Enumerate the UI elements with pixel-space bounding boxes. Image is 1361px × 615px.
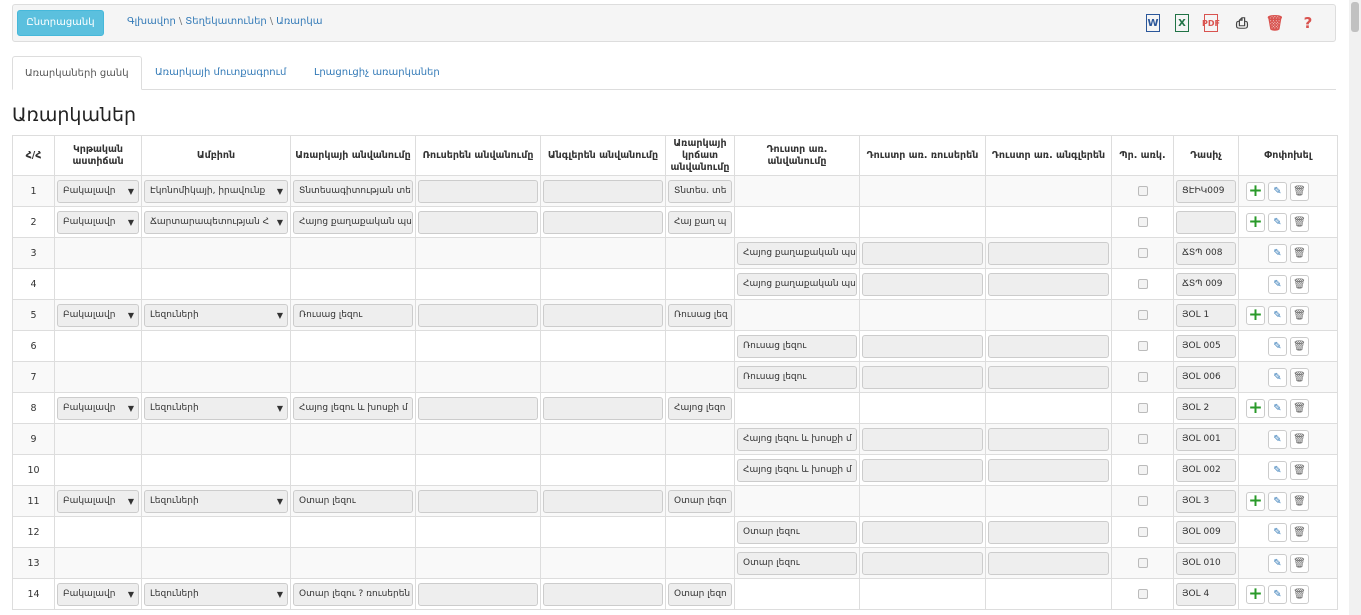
table-row	[13, 238, 1338, 269]
table-row	[13, 548, 1338, 579]
row-actions	[1239, 430, 1337, 449]
short-name-field[interactable]: Տնտես. տե	[668, 180, 732, 203]
add-child-icon[interactable]: +	[1246, 585, 1265, 604]
add-child-icon[interactable]: +	[1246, 182, 1265, 201]
column-header: Դասիչ	[1174, 136, 1239, 176]
table-row	[13, 331, 1338, 362]
practical-checkbox[interactable]	[1138, 589, 1148, 599]
row-number: 12	[13, 517, 55, 548]
row-actions	[1239, 213, 1337, 232]
row-number: 13	[13, 548, 55, 579]
code-field[interactable]: ՅOL 005	[1176, 335, 1236, 358]
row-actions	[1239, 182, 1337, 201]
tab-bar	[12, 56, 1336, 90]
chair-select[interactable]: Լեզուների ▼	[144, 304, 288, 327]
table-row	[13, 424, 1338, 455]
english-name-field[interactable]	[543, 211, 663, 234]
table-row	[13, 455, 1338, 486]
column-header: Առարկայի կրճատ անվանումը	[666, 136, 735, 176]
row-number: 2	[13, 207, 55, 238]
word-icon[interactable]: W	[1146, 14, 1160, 32]
delete-icon[interactable]: 🗑	[1290, 461, 1309, 480]
child-name-field[interactable]: Հայոց քաղաքական պս	[737, 273, 857, 296]
russian-name-field[interactable]	[418, 490, 538, 513]
add-child-icon[interactable]: +	[1246, 492, 1265, 511]
row-actions	[1239, 554, 1337, 573]
child-russian-field[interactable]	[862, 242, 983, 265]
code-field[interactable]: ՅOL 1	[1176, 304, 1236, 327]
child-english-field[interactable]	[988, 521, 1109, 544]
code-field[interactable]: ՅOL 4	[1176, 583, 1236, 606]
child-name-field[interactable]: Հայոց լեզու և խոսքի մ	[737, 428, 857, 451]
scrollbar-thumb[interactable]	[1351, 2, 1359, 32]
add-child-icon[interactable]: +	[1246, 399, 1265, 418]
child-english-field[interactable]	[988, 242, 1109, 265]
row-actions	[1239, 523, 1337, 542]
code-field[interactable]: ՃՏՊ 009	[1176, 273, 1236, 296]
code-field[interactable]: ՅOL 001	[1176, 428, 1236, 451]
delete-icon[interactable]: 🗑	[1290, 337, 1309, 356]
tab-additional-subjects[interactable]: Լրացուցիչ առարկաներ	[314, 67, 440, 78]
table-row	[13, 486, 1338, 517]
practical-checkbox[interactable]	[1138, 496, 1148, 506]
child-russian-field[interactable]	[862, 552, 983, 575]
child-russian-field[interactable]	[862, 459, 983, 482]
practical-checkbox[interactable]	[1138, 341, 1148, 351]
tab-subject-list[interactable]: Առարկաների ցանկ	[12, 56, 142, 90]
subject-name-field[interactable]: Օտար լեզու ? ռուսերեն	[293, 583, 413, 606]
column-header: Դուստր առ. անվանումը	[735, 136, 860, 176]
child-english-field[interactable]	[988, 366, 1109, 389]
table-header	[13, 136, 1338, 176]
level-select[interactable]: Բակալավր ▼	[57, 304, 139, 327]
delete-icon[interactable]: 🗑	[1290, 182, 1309, 201]
edit-icon[interactable]: ✎	[1268, 244, 1287, 263]
practical-checkbox[interactable]	[1138, 310, 1148, 320]
breadcrumb-subject[interactable]: Առարկա	[276, 16, 323, 27]
delete-icon[interactable]: 🗑	[1290, 306, 1309, 325]
edit-icon[interactable]: ✎	[1268, 585, 1287, 604]
page-title: Առարկաներ	[12, 104, 137, 126]
short-name-field[interactable]: Հայ քաղ պ	[668, 211, 732, 234]
practical-checkbox[interactable]	[1138, 248, 1148, 258]
child-name-field[interactable]: Օտար լեզու	[737, 521, 857, 544]
child-english-field[interactable]	[988, 428, 1109, 451]
code-field[interactable]: ՃՏՊ 008	[1176, 242, 1236, 265]
pdf-icon[interactable]: PDF	[1204, 14, 1218, 32]
child-russian-field[interactable]	[862, 335, 983, 358]
help-icon[interactable]: ?	[1303, 14, 1313, 32]
subject-name-field[interactable]: Օտար լեզու	[293, 490, 413, 513]
add-child-icon[interactable]: +	[1246, 306, 1265, 325]
practical-checkbox[interactable]	[1138, 217, 1148, 227]
child-russian-field[interactable]	[862, 521, 983, 544]
delete-icon[interactable]: 🗑	[1290, 430, 1309, 449]
column-header: Ամբիոն	[142, 136, 291, 176]
subject-name-field[interactable]: Հայոց լեզու և խոսքի մ	[293, 397, 413, 420]
row-number: 6	[13, 331, 55, 362]
child-name-field[interactable]: Ռուսաց լեզու	[737, 335, 857, 358]
column-header: Դուստր առ. ռուսերեն	[860, 136, 986, 176]
delete-icon[interactable]: 🗑	[1290, 368, 1309, 387]
english-name-field[interactable]	[543, 304, 663, 327]
excel-icon[interactable]: X	[1175, 14, 1189, 32]
print-icon[interactable]: ⎙	[1235, 14, 1248, 32]
edit-icon[interactable]: ✎	[1268, 337, 1287, 356]
code-field[interactable]: ՅOL 002	[1176, 459, 1236, 482]
child-english-field[interactable]	[988, 335, 1109, 358]
child-name-field[interactable]: Հայոց լեզու և խոսքի մ	[737, 459, 857, 482]
child-name-field[interactable]: Ռուսաց լեզու	[737, 366, 857, 389]
subject-name-field[interactable]: Տնտեսագիտության տե	[293, 180, 413, 203]
column-header: Ռուսերեն անվանումը	[416, 136, 541, 176]
column-header: Կրթական աստիճան	[55, 136, 142, 176]
toolbar-icons	[1146, 11, 1317, 35]
code-field[interactable]: ՑԷԻԿ009	[1176, 180, 1236, 203]
breadcrumb-home[interactable]: Գլխավոր	[127, 16, 176, 27]
row-actions	[1239, 461, 1337, 480]
row-number: 5	[13, 300, 55, 331]
row-number: 14	[13, 579, 55, 610]
code-field[interactable]: ՅOL 006	[1176, 366, 1236, 389]
menu-button[interactable]: Ընտրացանկ	[17, 10, 104, 36]
top-toolbar	[12, 4, 1336, 42]
delete-icon[interactable]: 🗑	[1290, 554, 1309, 573]
table-row	[13, 393, 1338, 424]
subject-name-field[interactable]: Հայոց քաղաքական պս	[293, 211, 413, 234]
row-actions	[1239, 244, 1337, 263]
table-row	[13, 300, 1338, 331]
russian-name-field[interactable]	[418, 211, 538, 234]
short-name-field[interactable]: Ռուսաց լեզ	[668, 304, 732, 327]
edit-icon[interactable]: ✎	[1268, 399, 1287, 418]
row-actions	[1239, 492, 1337, 511]
column-header: Առարկայի անվանումը	[291, 136, 416, 176]
edit-icon[interactable]: ✎	[1268, 306, 1287, 325]
practical-checkbox[interactable]	[1138, 186, 1148, 196]
table-row	[13, 517, 1338, 548]
practical-checkbox[interactable]	[1138, 465, 1148, 475]
table-row	[13, 362, 1338, 393]
child-russian-field[interactable]	[862, 428, 983, 451]
short-name-field[interactable]: Հայոց լեզո	[668, 397, 732, 420]
level-select[interactable]: Բակալավր ▼	[57, 397, 139, 420]
practical-checkbox[interactable]	[1138, 558, 1148, 568]
chair-select[interactable]: Ճարտարապետության Հ ▼	[144, 211, 288, 234]
delete-icon[interactable]: 🗑	[1290, 585, 1309, 604]
add-child-icon[interactable]: +	[1246, 213, 1265, 232]
row-actions	[1239, 585, 1337, 604]
practical-checkbox[interactable]	[1138, 527, 1148, 537]
column-header: Հ/Հ	[13, 136, 55, 176]
column-header: Անգլերեն անվանումը	[541, 136, 666, 176]
chair-select[interactable]: Լեզուների ▼	[144, 397, 288, 420]
short-name-field[interactable]: Օտար լեզո	[668, 583, 732, 606]
delete-icon[interactable]: 🗑	[1290, 275, 1309, 294]
child-name-field[interactable]: Հայոց քաղաքական պս	[737, 242, 857, 265]
delete-icon[interactable]: 🗑	[1290, 213, 1309, 232]
subjects-table	[12, 135, 1338, 610]
chair-select[interactable]: Էկոնոմիկայի, իրավունք ▼	[144, 180, 288, 203]
practical-checkbox[interactable]	[1138, 279, 1148, 289]
table-row	[13, 269, 1338, 300]
table-row	[13, 207, 1338, 238]
edit-icon[interactable]: ✎	[1268, 275, 1287, 294]
practical-checkbox[interactable]	[1138, 403, 1148, 413]
level-select[interactable]: Բակալավր ▼	[57, 583, 139, 606]
english-name-field[interactable]	[543, 180, 663, 203]
chair-select[interactable]: Լեզուների ▼	[144, 583, 288, 606]
english-name-field[interactable]	[543, 490, 663, 513]
child-name-field[interactable]: Օտար լեզու	[737, 552, 857, 575]
column-header: Պր. առկ.	[1112, 136, 1174, 176]
row-actions	[1239, 337, 1337, 356]
tab-subject-entry[interactable]: Առարկայի մուտքագրում	[155, 67, 287, 78]
row-actions	[1239, 306, 1337, 325]
breadcrumb: Գլխավոր \ Տեղեկատուներ \ Առարկա	[127, 16, 323, 27]
subject-name-field[interactable]: Ռուսաց լեզու	[293, 304, 413, 327]
row-number: 3	[13, 238, 55, 269]
delete-icon[interactable]: 🗑	[1290, 244, 1309, 263]
row-number: 11	[13, 486, 55, 517]
english-name-field[interactable]	[543, 583, 663, 606]
russian-name-field[interactable]	[418, 180, 538, 203]
delete-icon[interactable]: 🗑	[1290, 399, 1309, 418]
code-field[interactable]: ՅOL 010	[1176, 552, 1236, 575]
child-russian-field[interactable]	[862, 273, 983, 296]
child-english-field[interactable]	[988, 273, 1109, 296]
edit-icon[interactable]: ✎	[1268, 523, 1287, 542]
code-field[interactable]	[1176, 211, 1236, 234]
practical-checkbox[interactable]	[1138, 434, 1148, 444]
row-number: 4	[13, 269, 55, 300]
russian-name-field[interactable]	[418, 397, 538, 420]
row-number: 1	[13, 176, 55, 207]
row-number: 9	[13, 424, 55, 455]
edit-icon[interactable]: ✎	[1268, 554, 1287, 573]
russian-name-field[interactable]	[418, 304, 538, 327]
english-name-field[interactable]	[543, 397, 663, 420]
child-english-field[interactable]	[988, 552, 1109, 575]
short-name-field[interactable]: Օտար լեզո	[668, 490, 732, 513]
edit-icon[interactable]: ✎	[1268, 182, 1287, 201]
level-select[interactable]: Բակալավր ▼	[57, 180, 139, 203]
column-header: Դուստր առ. անգլերեն	[986, 136, 1112, 176]
row-actions	[1239, 399, 1337, 418]
row-actions	[1239, 368, 1337, 387]
row-number: 7	[13, 362, 55, 393]
edit-icon[interactable]: ✎	[1268, 368, 1287, 387]
row-number: 8	[13, 393, 55, 424]
code-field[interactable]: ՅOL 009	[1176, 521, 1236, 544]
edit-icon[interactable]: ✎	[1268, 430, 1287, 449]
child-russian-field[interactable]	[862, 366, 983, 389]
edit-icon[interactable]: ✎	[1268, 492, 1287, 511]
chair-select[interactable]: Լեզուների ▼	[144, 490, 288, 513]
practical-checkbox[interactable]	[1138, 372, 1148, 382]
row-actions	[1239, 275, 1337, 294]
trash-icon[interactable]: 🗑	[1265, 14, 1285, 32]
column-header: Փոփոխել	[1239, 136, 1338, 176]
code-field[interactable]: ՅOL 2	[1176, 397, 1236, 420]
delete-icon[interactable]: 🗑	[1290, 523, 1309, 542]
code-field[interactable]: ՅOL 3	[1176, 490, 1236, 513]
edit-icon[interactable]: ✎	[1268, 461, 1287, 480]
level-select[interactable]: Բակալավր ▼	[57, 490, 139, 513]
level-select[interactable]: Բակալավր ▼	[57, 211, 139, 234]
table-row	[13, 176, 1338, 207]
edit-icon[interactable]: ✎	[1268, 213, 1287, 232]
scrollbar[interactable]	[1349, 0, 1361, 615]
child-english-field[interactable]	[988, 459, 1109, 482]
table-row	[13, 579, 1338, 610]
delete-icon[interactable]: 🗑	[1290, 492, 1309, 511]
russian-name-field[interactable]	[418, 583, 538, 606]
breadcrumb-references[interactable]: Տեղեկատուներ	[185, 16, 267, 27]
row-number: 10	[13, 455, 55, 486]
